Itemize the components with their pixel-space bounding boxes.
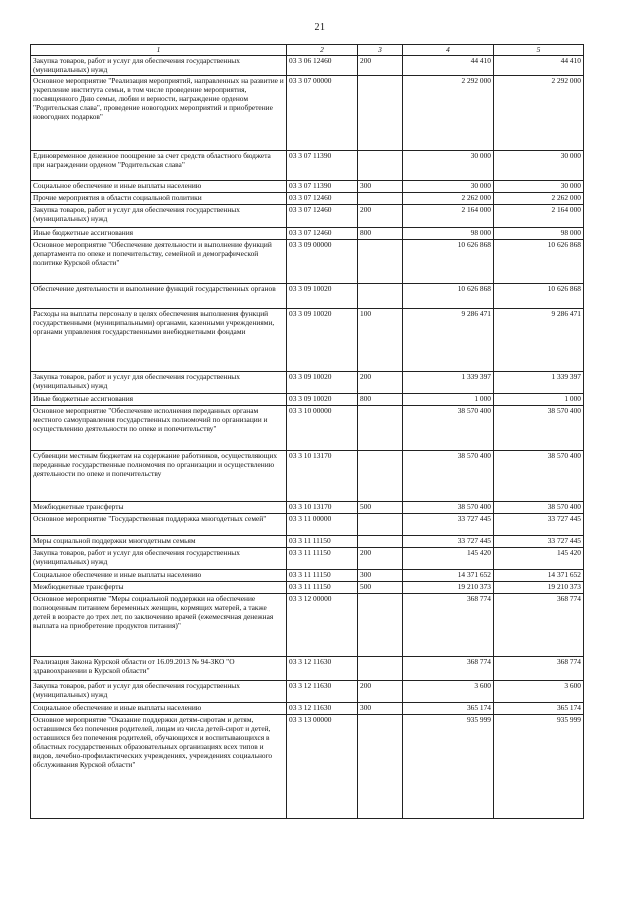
- table-row: [31, 151, 584, 181]
- row-name-cell: Социальное обеспечение и иные выплаты населению: [31, 570, 287, 582]
- row-name-cell: Реализация Закона Курской области от 16.09.2013 № 94-ЗКО "О здравоохранении в Курской области": [31, 657, 287, 681]
- row-type-cell: [358, 715, 403, 819]
- row-name-cell: Обеспечение деятельности и выполнение функций государственных органов: [31, 284, 287, 309]
- table-row: [31, 548, 584, 570]
- row-type-cell: 500: [358, 582, 403, 594]
- row-name-cell: Единовременное денежное поощрение за счет средств областного бюджета при награждении орденом "Родительская слава": [31, 151, 287, 181]
- row-amount-cell: 1 000: [403, 394, 494, 406]
- row-amount-cell: 2 164 000: [403, 205, 494, 228]
- row-type-cell: 200: [358, 681, 403, 703]
- table-row: [31, 502, 584, 514]
- row-type-cell: [358, 536, 403, 548]
- table-row: [31, 570, 584, 582]
- row-amount-cell: 38 570 400: [494, 502, 584, 514]
- row-code-cell: 03 3 12 11630: [287, 657, 358, 681]
- row-name-cell: Прочие мероприятия в области социальной политики: [31, 193, 287, 205]
- row-amount-cell: 935 999: [494, 715, 584, 819]
- row-code-cell: 03 3 12 00000: [287, 594, 358, 657]
- row-amount-cell: 38 570 400: [494, 451, 584, 502]
- table-row: [31, 681, 584, 703]
- row-type-cell: 200: [358, 205, 403, 228]
- row-name-cell: Основное мероприятие "Государственная поддержка многодетных семей": [31, 514, 287, 536]
- table-row: [31, 451, 584, 502]
- row-code-cell: 03 3 07 12460: [287, 193, 358, 205]
- row-amount-cell: 33 727 445: [494, 514, 584, 536]
- row-amount-cell: 368 774: [494, 657, 584, 681]
- row-type-cell: [358, 151, 403, 181]
- table-row: [31, 240, 584, 284]
- row-code-cell: 03 3 11 11150: [287, 548, 358, 570]
- row-amount-cell: 14 371 652: [494, 570, 584, 582]
- row-type-cell: [358, 240, 403, 284]
- row-type-cell: 200: [358, 548, 403, 570]
- row-name-cell: Закупка товаров, работ и услуг для обеспечения государственных (муниципальных) нужд: [31, 56, 287, 76]
- table-row: [31, 657, 584, 681]
- row-code-cell: 03 3 10 13170: [287, 502, 358, 514]
- row-amount-cell: 1 339 397: [494, 372, 584, 394]
- row-code-cell: 03 3 12 11630: [287, 703, 358, 715]
- row-code-cell: 03 3 07 12460: [287, 205, 358, 228]
- row-name-cell: Закупка товаров, работ и услуг для обеспечения государственных (муниципальных) нужд: [31, 205, 287, 228]
- row-amount-cell: 935 999: [403, 715, 494, 819]
- table-row: [31, 594, 584, 657]
- row-amount-cell: 10 626 868: [403, 284, 494, 309]
- row-code-cell: 03 3 09 10020: [287, 309, 358, 372]
- page-number: 21: [314, 22, 326, 33]
- row-amount-cell: 145 420: [494, 548, 584, 570]
- row-amount-cell: 38 570 400: [403, 406, 494, 451]
- table-row: [31, 284, 584, 309]
- row-type-cell: [358, 451, 403, 502]
- table-header-row: [31, 45, 584, 56]
- row-amount-cell: 145 420: [403, 548, 494, 570]
- row-name-cell: Основное мероприятие "Обеспечение деятельности и выполнение функций департамента по опеке и попечительству, семейной и демографической политике Курской области": [31, 240, 287, 284]
- row-type-cell: [358, 193, 403, 205]
- row-amount-cell: 33 727 445: [494, 536, 584, 548]
- row-code-cell: 03 3 12 11630: [287, 681, 358, 703]
- column-header: 5: [494, 45, 584, 56]
- table-row: [31, 703, 584, 715]
- row-amount-cell: 9 286 471: [494, 309, 584, 372]
- table-row: [31, 181, 584, 193]
- row-amount-cell: 2 262 000: [494, 193, 584, 205]
- row-code-cell: 03 3 10 00000: [287, 406, 358, 451]
- row-name-cell: Основное мероприятие "Реализация мероприятий, направленных на развитие и укрепление института семьи, в том числе проведение мероприятия, посвященного Дню семьи, любви и верности, награждение орденом "Родительская слава", проведение новогодних мероприятий и приобретение новогодних подарков": [31, 76, 287, 151]
- row-amount-cell: 2 164 000: [494, 205, 584, 228]
- row-code-cell: 03 3 09 10020: [287, 372, 358, 394]
- row-code-cell: 03 3 13 00000: [287, 715, 358, 819]
- row-code-cell: 03 3 07 12460: [287, 228, 358, 240]
- row-code-cell: 03 3 11 11150: [287, 570, 358, 582]
- row-amount-cell: 33 727 445: [403, 536, 494, 548]
- row-amount-cell: 1 339 397: [403, 372, 494, 394]
- row-type-cell: 800: [358, 228, 403, 240]
- row-amount-cell: 19 210 373: [494, 582, 584, 594]
- row-amount-cell: 98 000: [403, 228, 494, 240]
- table-row: [31, 715, 584, 819]
- row-type-cell: [358, 657, 403, 681]
- row-name-cell: Межбюджетные трансферты: [31, 582, 287, 594]
- table-row: [31, 76, 584, 151]
- row-type-cell: 300: [358, 181, 403, 193]
- row-name-cell: Основное мероприятие "Обеспечение исполнения переданных органам местного самоуправления государственных полномочий по организации и осуществлению деятельности по опеке и попечительству": [31, 406, 287, 451]
- row-type-cell: [358, 284, 403, 309]
- table-row: [31, 205, 584, 228]
- row-code-cell: 03 3 10 13170: [287, 451, 358, 502]
- row-amount-cell: 368 774: [494, 594, 584, 657]
- row-name-cell: Иные бюджетные ассигнования: [31, 394, 287, 406]
- table-row: [31, 536, 584, 548]
- column-header: 4: [403, 45, 494, 56]
- table-row: [31, 406, 584, 451]
- row-type-cell: 200: [358, 372, 403, 394]
- table-row: [31, 193, 584, 205]
- column-header: 1: [31, 45, 287, 56]
- row-amount-cell: 19 210 373: [403, 582, 494, 594]
- row-name-cell: Меры социальной поддержки многодетным семьям: [31, 536, 287, 548]
- row-amount-cell: 365 174: [403, 703, 494, 715]
- row-amount-cell: 3 600: [494, 681, 584, 703]
- row-amount-cell: 1 000: [494, 394, 584, 406]
- row-amount-cell: 30 000: [494, 181, 584, 193]
- row-type-cell: 200: [358, 56, 403, 76]
- table-row: [31, 514, 584, 536]
- row-amount-cell: 14 371 652: [403, 570, 494, 582]
- row-amount-cell: 2 292 000: [403, 76, 494, 151]
- row-name-cell: Субвенции местным бюджетам на содержание работников, осуществляющих переданные государственные полномочия по организации и осуществлению деятельности по опеке и попечительству: [31, 451, 287, 502]
- row-amount-cell: 3 600: [403, 681, 494, 703]
- table-row: [31, 394, 584, 406]
- row-amount-cell: 98 000: [494, 228, 584, 240]
- row-name-cell: Социальное обеспечение и иные выплаты населению: [31, 181, 287, 193]
- row-type-cell: 500: [358, 502, 403, 514]
- row-amount-cell: 44 410: [494, 56, 584, 76]
- row-amount-cell: 44 410: [403, 56, 494, 76]
- table-row: [31, 582, 584, 594]
- row-amount-cell: 33 727 445: [403, 514, 494, 536]
- row-code-cell: 03 3 07 00000: [287, 76, 358, 151]
- row-amount-cell: 10 626 868: [403, 240, 494, 284]
- row-type-cell: [358, 594, 403, 657]
- row-code-cell: 03 3 06 12460: [287, 56, 358, 76]
- row-name-cell: Основное мероприятие "Меры социальной поддержки на обеспечение полноценным питанием беременных женщин, кормящих матерей, а также детей в возрасте до трех лет, по заключению врачей (ежемесячная денежная выплата на приобретение продуктов питания)": [31, 594, 287, 657]
- row-code-cell: 03 3 09 10020: [287, 284, 358, 309]
- column-header: 3: [358, 45, 403, 56]
- row-amount-cell: 9 286 471: [403, 309, 494, 372]
- table-row: [31, 56, 584, 76]
- row-amount-cell: 2 262 000: [403, 193, 494, 205]
- row-amount-cell: 38 570 400: [403, 451, 494, 502]
- row-code-cell: 03 3 07 11390: [287, 181, 358, 193]
- row-code-cell: 03 3 11 00000: [287, 514, 358, 536]
- row-amount-cell: 368 774: [403, 594, 494, 657]
- row-type-cell: [358, 406, 403, 451]
- row-name-cell: Социальное обеспечение и иные выплаты населению: [31, 703, 287, 715]
- row-name-cell: Межбюджетные трансферты: [31, 502, 287, 514]
- row-name-cell: Иные бюджетные ассигнования: [31, 228, 287, 240]
- table-row: [31, 372, 584, 394]
- row-code-cell: 03 3 11 11150: [287, 582, 358, 594]
- row-amount-cell: 2 292 000: [494, 76, 584, 151]
- row-code-cell: 03 3 09 00000: [287, 240, 358, 284]
- row-amount-cell: 30 000: [403, 181, 494, 193]
- row-amount-cell: 10 626 868: [494, 240, 584, 284]
- row-amount-cell: 38 570 400: [403, 502, 494, 514]
- table-row: [31, 309, 584, 372]
- table-row: [31, 228, 584, 240]
- row-amount-cell: 30 000: [494, 151, 584, 181]
- row-name-cell: Основное мероприятие "Оказание поддержки детям-сиротам и детям, оставшимся без попечения родителей, лицам из числа детей-сирот и детей, оставшихся без попечения родителей, обучающихся и воспитывающихся в областных государственных образовательных организациях всех типов и видов, лечебно-профилактических учреждениях, учреждениях социального обслуживания Курской области": [31, 715, 287, 819]
- row-type-cell: 800: [358, 394, 403, 406]
- row-amount-cell: 365 174: [494, 703, 584, 715]
- row-type-cell: 100: [358, 309, 403, 372]
- row-type-cell: 300: [358, 570, 403, 582]
- row-amount-cell: 10 626 868: [494, 284, 584, 309]
- row-name-cell: Закупка товаров, работ и услуг для обеспечения государственных (муниципальных) нужд: [31, 681, 287, 703]
- row-amount-cell: 38 570 400: [494, 406, 584, 451]
- row-name-cell: Расходы на выплаты персоналу в целях обеспечения выполнения функций государственными (муниципальными) органами, казенными учреждениями, органами управления государственными внебюджетными фондами: [31, 309, 287, 372]
- row-type-cell: [358, 76, 403, 151]
- column-header: 2: [287, 45, 358, 56]
- budget-table: [30, 44, 584, 819]
- row-code-cell: 03 3 11 11150: [287, 536, 358, 548]
- row-code-cell: 03 3 09 10020: [287, 394, 358, 406]
- row-amount-cell: 30 000: [403, 151, 494, 181]
- row-type-cell: 300: [358, 703, 403, 715]
- row-amount-cell: 368 774: [403, 657, 494, 681]
- row-name-cell: Закупка товаров, работ и услуг для обеспечения государственных (муниципальных) нужд: [31, 548, 287, 570]
- row-type-cell: [358, 514, 403, 536]
- row-code-cell: 03 3 07 11390: [287, 151, 358, 181]
- row-name-cell: Закупка товаров, работ и услуг для обеспечения государственных (муниципальных) нужд: [31, 372, 287, 394]
